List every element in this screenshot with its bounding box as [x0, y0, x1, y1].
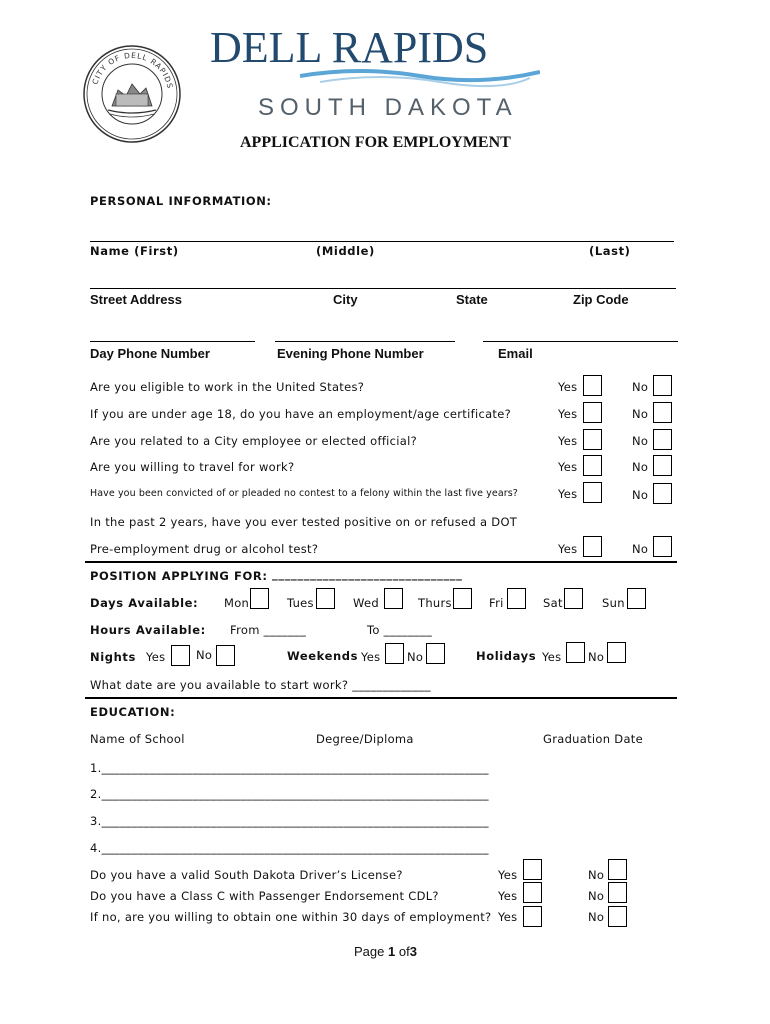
nights-yes-checkbox[interactable]: [171, 645, 190, 666]
of-word: of: [398, 944, 410, 959]
license-question: Do you have a Class C with Passenger Endorsement CDL?: [90, 889, 439, 903]
name-field-line[interactable]: [90, 241, 674, 242]
no-checkbox[interactable]: [608, 906, 627, 927]
col-name-of-school: Name of School: [90, 732, 185, 746]
brand-logo-title: DELL RAPIDS: [210, 23, 489, 72]
position-heading: POSITION APPLYING FOR:: [90, 569, 268, 583]
no-label: No: [588, 868, 605, 882]
nights-label: Nights: [90, 650, 136, 664]
name-last-label: (Last): [589, 244, 631, 258]
education-row[interactable]: 4.________________________________________________________________: [90, 841, 489, 855]
holidays-no-label: No: [588, 650, 605, 664]
position-input[interactable]: ______________________________: [272, 567, 463, 581]
email-field-line[interactable]: [483, 341, 678, 342]
weekends-yes-label: Yes: [361, 650, 381, 664]
question-text: Pre-employment drug or alcohol test?: [90, 542, 319, 556]
yes-checkbox[interactable]: [523, 882, 542, 903]
question-text: Are you related to a City employee or elected official?: [90, 434, 418, 448]
day-phone-field-line[interactable]: [90, 341, 255, 342]
no-label: No: [588, 889, 605, 903]
education-row[interactable]: 2.________________________________________________________________: [90, 787, 489, 801]
holidays-label: Holidays: [476, 649, 537, 663]
yes-checkbox[interactable]: [583, 455, 602, 476]
no-checkbox[interactable]: [653, 536, 672, 557]
city-seal: [82, 44, 182, 144]
city-label: City: [333, 292, 358, 307]
no-checkbox[interactable]: [608, 859, 627, 880]
brand-wave-graphic: [300, 62, 540, 88]
yes-label: Yes: [558, 434, 578, 448]
col-degree: Degree/Diploma: [316, 732, 414, 746]
holidays-yes-checkbox[interactable]: [566, 642, 585, 663]
col-graduation-date: Graduation Date: [543, 732, 643, 746]
yes-label: Yes: [498, 889, 518, 903]
no-checkbox[interactable]: [653, 429, 672, 450]
day-checkbox-fri[interactable]: [507, 588, 526, 609]
license-question: If no, are you willing to obtain one within 30 days of employment?: [90, 910, 492, 924]
day-label-thurs: Thurs: [418, 596, 452, 610]
day-checkbox-mon[interactable]: [250, 588, 269, 609]
no-checkbox[interactable]: [653, 455, 672, 476]
yes-label: Yes: [498, 868, 518, 882]
page-current: 1: [388, 944, 396, 959]
holidays-no-checkbox[interactable]: [607, 642, 626, 663]
email-label: Email: [498, 346, 533, 361]
yes-checkbox[interactable]: [583, 482, 602, 503]
page-title: APPLICATION FOR EMPLOYMENT: [240, 134, 511, 151]
no-label: No: [632, 460, 649, 474]
yes-label: Yes: [498, 910, 518, 924]
question-text: Have you been convicted of or pleaded no contest to a felony within the last five years?: [90, 488, 518, 499]
education-row[interactable]: 1.________________________________________________________________: [90, 761, 489, 775]
question-text: Are you willing to travel for work?: [90, 460, 295, 474]
yes-checkbox[interactable]: [583, 375, 602, 396]
hours-to-field[interactable]: To ________: [367, 623, 433, 637]
holidays-yes-label: Yes: [542, 650, 562, 664]
nights-no-checkbox[interactable]: [216, 645, 235, 666]
day-checkbox-sun[interactable]: [627, 588, 646, 609]
evening-phone-label: Evening Phone Number: [277, 346, 424, 361]
svg-text:CITY OF DELL RAPIDS: CITY OF DELL RAPIDS: [90, 50, 175, 90]
day-label-fri: Fri: [489, 596, 504, 610]
day-label-tues: Tues: [287, 596, 314, 610]
day-label-sun: Sun: [602, 596, 625, 610]
address-field-line[interactable]: [90, 288, 676, 289]
day-checkbox-tues[interactable]: [316, 588, 335, 609]
no-label: No: [632, 407, 649, 421]
no-checkbox[interactable]: [653, 375, 672, 396]
yes-checkbox[interactable]: [523, 859, 542, 880]
state-label: State: [456, 292, 488, 307]
weekends-label: Weekends: [287, 649, 359, 663]
evening-phone-field-line[interactable]: [275, 341, 455, 342]
no-checkbox[interactable]: [653, 483, 672, 504]
yes-label: Yes: [558, 380, 578, 394]
day-label-sat: Sat: [543, 596, 563, 610]
personal-info-heading: PERSONAL INFORMATION:: [90, 194, 272, 208]
yes-checkbox[interactable]: [523, 906, 542, 927]
education-heading: EDUCATION:: [90, 705, 176, 719]
section-divider: [85, 697, 677, 699]
day-phone-label: Day Phone Number: [90, 346, 210, 361]
weekends-no-checkbox[interactable]: [426, 643, 445, 664]
question-text: Are you eligible to work in the United States?: [90, 380, 365, 394]
hours-from-field[interactable]: From _______: [230, 623, 306, 637]
no-label: No: [588, 910, 605, 924]
day-checkbox-sat[interactable]: [564, 588, 583, 609]
no-label: No: [632, 434, 649, 448]
section-divider: [85, 561, 677, 563]
yes-checkbox[interactable]: [583, 536, 602, 557]
no-checkbox[interactable]: [608, 882, 627, 903]
brand-logo-subtitle: SOUTH DAKOTA: [258, 94, 518, 121]
yes-checkbox[interactable]: [583, 402, 602, 423]
weekends-yes-checkbox[interactable]: [385, 643, 404, 664]
day-checkbox-thurs[interactable]: [453, 588, 472, 609]
start-date-field[interactable]: What date are you available to start work? _____________: [90, 678, 431, 692]
day-label-mon: Mon: [224, 596, 250, 610]
page-total: 3: [409, 944, 417, 959]
day-checkbox-wed[interactable]: [384, 588, 403, 609]
no-label: No: [632, 380, 649, 394]
name-middle-label: (Middle): [316, 244, 375, 258]
weekends-no-label: No: [407, 650, 424, 664]
street-address-label: Street Address: [90, 292, 182, 307]
nights-no-label: No: [196, 648, 213, 662]
yes-label: Yes: [558, 542, 578, 556]
yes-label: Yes: [558, 487, 578, 501]
no-checkbox[interactable]: [653, 402, 672, 423]
education-row[interactable]: 3.________________________________________________________________: [90, 814, 489, 828]
no-label: No: [632, 542, 649, 556]
seal-graphic: [82, 44, 182, 144]
question-text: If you are under age 18, do you have an employment/age certificate?: [90, 407, 512, 421]
no-label: No: [632, 488, 649, 502]
yes-label: Yes: [558, 460, 578, 474]
zip-code-label: Zip Code: [573, 292, 629, 307]
hours-available-label: Hours Available:: [90, 623, 206, 637]
days-available-label: Days Available:: [90, 596, 199, 610]
day-label-wed: Wed: [353, 596, 379, 610]
name-first-label: Name (First): [90, 244, 179, 258]
yes-label: Yes: [558, 407, 578, 421]
page-number: [354, 944, 417, 959]
nights-yes-label: Yes: [146, 650, 166, 664]
question-text: In the past 2 years, have you ever tested positive on or refused a DOT: [90, 515, 518, 529]
page-word: Page: [354, 944, 385, 959]
yes-checkbox[interactable]: [583, 429, 602, 450]
license-question: Do you have a valid South Dakota Driver’s License?: [90, 868, 403, 882]
